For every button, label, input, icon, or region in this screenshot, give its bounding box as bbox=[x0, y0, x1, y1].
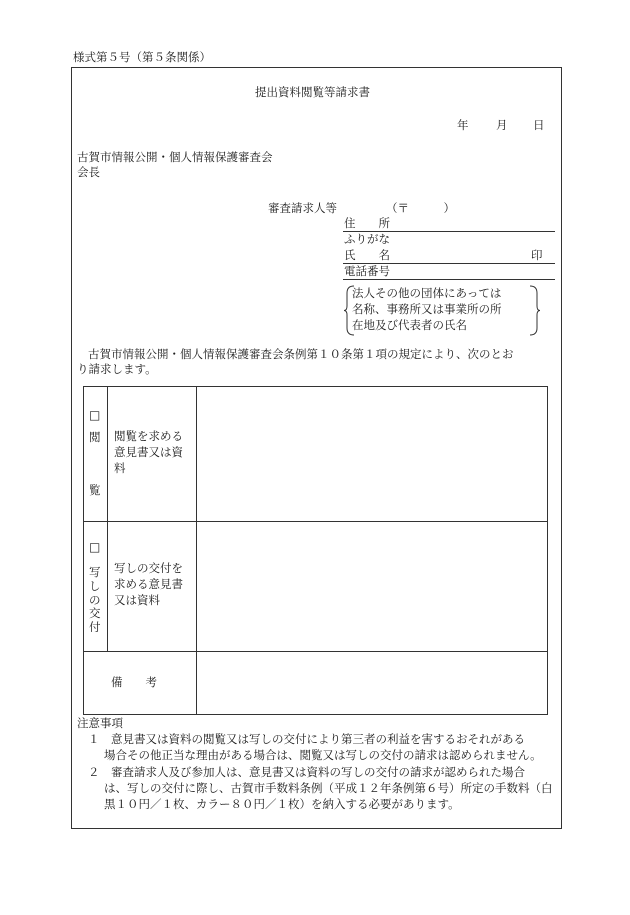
inspection-checkbox[interactable]: □ bbox=[89, 408, 101, 422]
furigana-label: ふりがな bbox=[344, 232, 390, 246]
inspection-label-line-1: 閲覧を求める bbox=[114, 429, 183, 443]
copy-label-line-2: 求める意見書 bbox=[114, 577, 183, 591]
intro-line-2: り請求します。 bbox=[77, 362, 157, 376]
date-month-label: 月 bbox=[496, 118, 508, 132]
addressee-title: 会長 bbox=[77, 165, 100, 179]
date-day-label: 日 bbox=[533, 118, 545, 132]
name-label: 氏 名 bbox=[344, 248, 390, 262]
note-2-line-1: ２ 審査請求人及び参加人は、意見書又は資料の写しの交付の請求が認められた場合 bbox=[88, 765, 525, 779]
date-year-label: 年 bbox=[457, 118, 469, 132]
copy-documents-field[interactable] bbox=[200, 525, 544, 648]
inspection-documents-field[interactable] bbox=[200, 390, 544, 518]
note-2-line-3: 黒１０円／１枚、カラー８０円／１枚）を納入する必要があります。 bbox=[104, 797, 460, 811]
phone-line bbox=[343, 279, 555, 280]
inspection-vertical-char-2: 覧 bbox=[89, 483, 101, 497]
postal-code-field: （〒 ） bbox=[386, 201, 455, 215]
note-2-line-2: は、写しの交付に際し、古賀市手数料条例（平成１２年条例第６号）所定の手数料（白 bbox=[104, 781, 553, 795]
remarks-field[interactable] bbox=[200, 655, 544, 711]
remarks-label: 備 考 bbox=[111, 675, 157, 689]
inspection-label-line-2: 意見書又は資 bbox=[114, 445, 183, 459]
note-line-1: 法人その他の団体にあっては bbox=[352, 286, 502, 300]
inspection-vertical-char-1: 閲 bbox=[89, 430, 101, 444]
seal-mark: 印 bbox=[531, 248, 543, 262]
note-line-2: 名称、事務所又は事業所の所 bbox=[352, 302, 502, 316]
address-label: 住 所 bbox=[344, 216, 390, 230]
phone-label: 電話番号 bbox=[344, 264, 390, 278]
note-1-line-1: １ 意見書又は資料の閲覧又は写しの交付により第三者の利益を害するおそれがある bbox=[88, 732, 525, 746]
copy-label-line-3: 又は資料 bbox=[114, 593, 160, 607]
requester-label: 審査請求人等 bbox=[268, 201, 337, 215]
intro-line-1: 古賀市情報公開・個人情報保護審査会条例第１０条第１項の規定により、次のとお bbox=[88, 347, 514, 361]
addressee-organization: 古賀市情報公開・個人情報保護審査会 bbox=[77, 150, 273, 164]
form-number-label: 様式第５号（第５条関係） bbox=[73, 50, 211, 64]
form-title: 提出資料閲覧等請求書 bbox=[255, 85, 370, 99]
note-1-line-2: 場合その他正当な理由がある場合は、閲覧又は写しの交付の請求は認められません。 bbox=[104, 748, 542, 762]
notes-heading: 注意事項 bbox=[77, 716, 123, 730]
inspection-label-line-3: 料 bbox=[114, 461, 126, 475]
note-line-3: 在地及び代表者の氏名 bbox=[352, 318, 467, 332]
copy-checkbox[interactable]: □ bbox=[89, 540, 101, 554]
copy-label-line-1: 写しの交付を bbox=[114, 561, 183, 575]
copy-vertical-label: 写 し の 交 付 bbox=[89, 565, 101, 635]
